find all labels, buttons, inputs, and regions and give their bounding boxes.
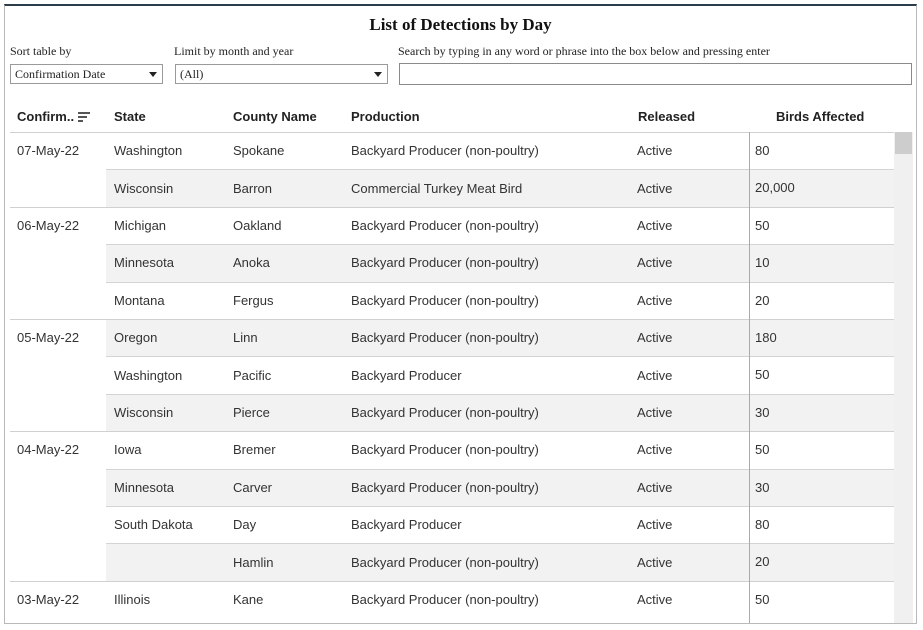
column-header-confirmed[interactable]: [17, 104, 90, 129]
cell-birds: 20: [755, 554, 770, 570]
table-row[interactable]: [10, 394, 894, 431]
table-row[interactable]: [10, 543, 894, 580]
cell-released: Active: [637, 554, 673, 570]
cell-released: Active: [637, 292, 673, 308]
cell-confirmed: 03-May-22: [17, 591, 80, 607]
month-year-dropdown[interactable]: [175, 64, 388, 84]
cell-state: Minnesota: [114, 255, 174, 271]
search-input[interactable]: [400, 64, 911, 84]
table-row[interactable]: [10, 319, 894, 356]
cell-state: Illinois: [114, 591, 151, 607]
cell-birds: 180: [755, 330, 777, 345]
cell-county: Oakland: [233, 217, 282, 233]
sort-icon[interactable]: [78, 112, 90, 122]
column-header-birds[interactable]: Birds Affected: [776, 109, 865, 124]
cell-production: Backyard Producer (non-poultry): [351, 554, 539, 570]
search-box[interactable]: [399, 63, 912, 85]
cell-birds: 50: [755, 591, 770, 607]
detections-dashboard: [4, 4, 917, 624]
cell-production: Backyard Producer (non-poultry): [351, 591, 539, 607]
scrollbar-thumb[interactable]: [895, 132, 912, 154]
cell-county: Bremer: [233, 442, 276, 458]
table-row[interactable]: [10, 132, 894, 169]
cell-state: Wisconsin: [114, 180, 174, 196]
column-header-released[interactable]: Released: [638, 109, 696, 124]
cell-state: Oregon: [114, 330, 158, 346]
cell-released: Active: [637, 404, 673, 420]
cell-county: Spokane: [233, 143, 285, 159]
row-background: [106, 356, 894, 393]
table-row[interactable]: [10, 169, 894, 206]
cell-released: Active: [637, 330, 673, 346]
cell-production: Backyard Producer (non-poultry): [351, 404, 539, 420]
cell-state: Minnesota: [114, 479, 174, 495]
cell-county: Hamlin: [233, 554, 274, 570]
cell-production: Backyard Producer (non-poultry): [351, 255, 539, 271]
cell-released: Active: [637, 217, 673, 233]
row-divider: [106, 356, 894, 357]
cell-confirmed: 04-May-22: [17, 442, 80, 458]
cell-state: Washington: [114, 367, 183, 383]
month-year-dropdown-value: (All): [180, 67, 204, 81]
cell-production: Backyard Producer (non-poultry): [351, 143, 539, 159]
cell-released: Active: [637, 367, 673, 383]
cell-confirmed: 07-May-22: [17, 143, 80, 159]
cell-birds: 20,000: [755, 180, 795, 196]
cell-county: Pierce: [233, 404, 270, 420]
table-row[interactable]: [10, 469, 894, 506]
cell-production: Backyard Producer (non-poultry): [351, 479, 539, 495]
table-row[interactable]: [10, 244, 894, 281]
cell-released: Active: [637, 180, 673, 196]
row-background: [106, 506, 894, 543]
row-divider: [106, 506, 894, 507]
cell-production: Backyard Producer (non-poultry): [351, 292, 539, 308]
cell-birds: 80: [755, 517, 770, 532]
cell-released: Active: [637, 591, 673, 607]
table-row[interactable]: [10, 356, 894, 393]
cell-production: Backyard Producer (non-poultry): [351, 442, 539, 458]
column-header-state[interactable]: State: [114, 109, 146, 124]
table-row[interactable]: [10, 581, 894, 618]
search-label: Search by typing in any word or phrase into the box below and pressing enter: [398, 44, 770, 58]
cell-state: South Dakota: [114, 517, 193, 533]
cell-county: Day: [233, 517, 257, 533]
cell-production: Backyard Producer (non-poultry): [351, 217, 539, 233]
sort-dropdown-value: Confirmation Date: [15, 67, 106, 81]
table-row[interactable]: [10, 282, 894, 319]
sort-dropdown[interactable]: [10, 64, 163, 84]
cell-production: Commercial Turkey Meat Bird: [351, 180, 523, 196]
cell-birds: 30: [755, 404, 770, 420]
birds-affected-column-rule: [749, 132, 750, 624]
sort-label: Sort table by: [10, 44, 72, 58]
cell-released: Active: [637, 517, 673, 533]
cell-production: Backyard Producer: [351, 367, 462, 383]
chevron-down-icon: [149, 72, 157, 77]
cell-birds: 30: [755, 479, 770, 495]
cell-birds: 50: [755, 442, 770, 458]
cell-county: Linn: [233, 330, 258, 346]
limit-label: Limit by month and year: [174, 44, 294, 58]
cell-confirmed: 06-May-22: [17, 217, 80, 233]
cell-county: Kane: [233, 591, 264, 607]
cell-production: Backyard Producer: [351, 517, 462, 533]
cell-state: Montana: [114, 292, 165, 308]
cell-state: Iowa: [114, 442, 142, 458]
cell-birds: 50: [755, 367, 770, 383]
cell-county: Barron: [233, 180, 273, 196]
cell-released: Active: [637, 442, 673, 458]
cell-state: Washington: [114, 143, 183, 159]
cell-released: Active: [637, 143, 673, 159]
cell-birds: 80: [755, 143, 770, 158]
column-header-confirmed-label: Confirm..: [17, 109, 75, 124]
scrollbar-track[interactable]: [894, 132, 913, 624]
cell-birds: 20: [755, 292, 770, 308]
chevron-down-icon: [374, 72, 382, 77]
cell-released: Active: [637, 255, 673, 271]
table-row[interactable]: [10, 506, 894, 543]
cell-county: Pacific: [233, 367, 272, 383]
cell-birds: 10: [755, 255, 770, 271]
column-header-production[interactable]: Production: [351, 109, 420, 124]
cell-state: Wisconsin: [114, 404, 174, 420]
page-title: List of Detections by Day: [369, 15, 552, 34]
cell-state: Michigan: [114, 217, 167, 233]
table-row[interactable]: [10, 207, 894, 244]
table-row[interactable]: [10, 431, 894, 468]
cell-county: Carver: [233, 479, 273, 495]
cell-county: Fergus: [233, 292, 274, 308]
cell-birds: 50: [755, 217, 770, 233]
cell-production: Backyard Producer (non-poultry): [351, 330, 539, 346]
cell-released: Active: [637, 479, 673, 495]
cell-county: Anoka: [233, 255, 270, 271]
cell-confirmed: 05-May-22: [17, 330, 80, 346]
column-header-county[interactable]: County Name: [233, 109, 317, 124]
